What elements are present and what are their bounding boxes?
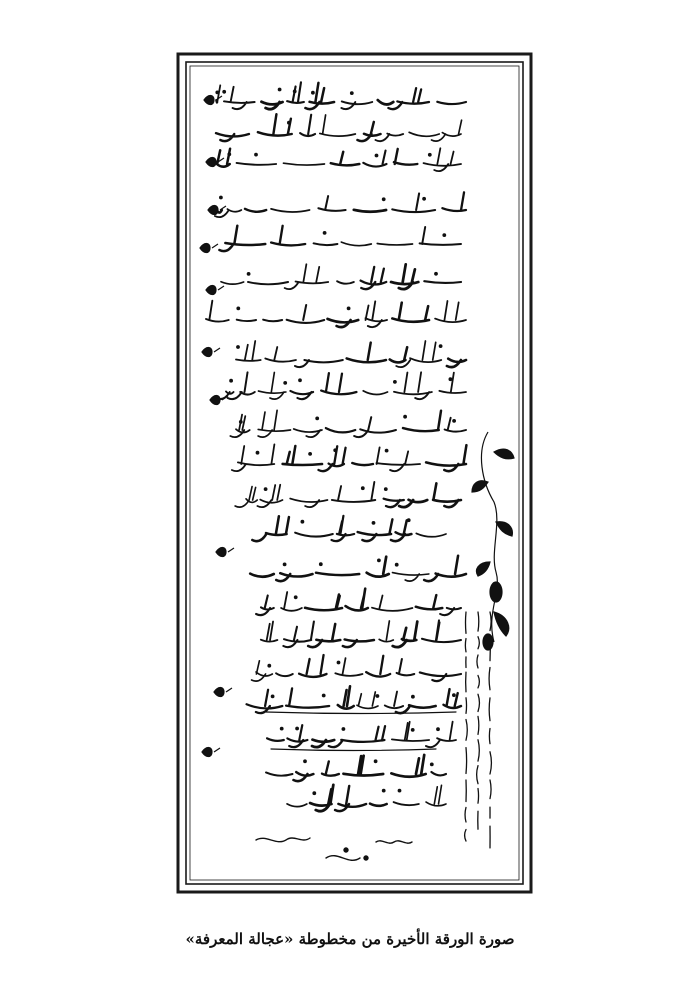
script-dot (350, 92, 353, 95)
script-stroke (426, 785, 446, 806)
margin-stroke (478, 675, 479, 687)
margin-stroke (490, 780, 491, 799)
margin-mark (206, 286, 224, 295)
script-stroke (392, 722, 429, 741)
script-dot (278, 88, 281, 91)
script-dot (271, 695, 274, 698)
script-stroke (283, 622, 313, 648)
script-stroke (409, 132, 439, 136)
margin-mark (200, 244, 218, 253)
script-stroke (363, 151, 386, 167)
script-dot (322, 694, 325, 697)
margin-stroke (478, 716, 479, 734)
script-stroke (230, 415, 249, 438)
script-dot (230, 379, 233, 382)
script-stroke (397, 659, 415, 675)
script-stroke (447, 359, 466, 367)
script-stroke (388, 88, 429, 109)
script-stroke (424, 556, 466, 581)
script-stroke (435, 301, 466, 322)
rule-stroke (266, 712, 456, 714)
script-stroke (310, 785, 333, 811)
script-stroke (237, 163, 277, 165)
script-stroke (235, 487, 257, 508)
script-dot (404, 415, 407, 418)
script-dot (223, 90, 226, 93)
script-dot (304, 760, 307, 763)
script-dot (237, 307, 240, 310)
script-stroke (261, 622, 278, 642)
script-stroke (245, 209, 266, 212)
script-dot (299, 379, 302, 382)
script-stroke (391, 520, 411, 541)
script-dot (255, 153, 258, 156)
margin-stroke (478, 612, 479, 631)
script-stroke (390, 347, 407, 362)
margin-stroke (489, 729, 490, 744)
script-dot (453, 420, 456, 423)
script-stroke (422, 620, 461, 642)
script-dot (398, 789, 401, 792)
margin-stroke (490, 752, 491, 774)
script-dot (376, 695, 379, 698)
margin-stroke (490, 612, 491, 631)
script-stroke (343, 639, 374, 647)
margin-stroke (466, 748, 467, 774)
script-dot (323, 232, 326, 235)
script-stroke (357, 692, 378, 708)
script-stroke (320, 115, 356, 136)
margin-stroke (489, 698, 490, 721)
script-stroke (385, 692, 403, 709)
script-dot (342, 728, 345, 731)
script-stroke (281, 592, 302, 611)
script-stroke (300, 115, 315, 136)
frame-inner-rule (190, 66, 519, 880)
margin-stroke (466, 698, 467, 714)
script-stroke (247, 690, 283, 713)
script-stroke (286, 688, 329, 707)
margin-stroke (465, 830, 466, 842)
script-stroke (322, 761, 339, 775)
script-dot (239, 421, 242, 424)
script-stroke (331, 152, 360, 166)
margin-stroke (478, 788, 479, 803)
margin-stroke (466, 720, 467, 741)
script-dot (384, 488, 387, 491)
script-stroke (433, 483, 461, 507)
script-dot (309, 453, 312, 456)
script-stroke (365, 301, 386, 327)
script-dot (247, 273, 250, 276)
script-dot (435, 272, 438, 275)
script-stroke (248, 282, 288, 284)
script-stroke (287, 804, 307, 807)
margin-ornament-marks (200, 96, 234, 757)
script-stroke (357, 122, 380, 141)
script-stroke (354, 210, 386, 212)
script-stroke (378, 100, 394, 104)
script-stroke (305, 595, 342, 611)
script-dot (382, 789, 385, 792)
script-stroke (393, 622, 418, 648)
script-stroke (276, 673, 293, 676)
script-stroke (228, 372, 255, 399)
margin-mark (202, 748, 220, 757)
script-stroke (261, 102, 282, 109)
script-stroke (287, 305, 325, 323)
script-stroke (258, 114, 292, 135)
script-stroke (237, 320, 256, 321)
script-stroke (416, 595, 443, 609)
rule-stroke (271, 749, 436, 751)
script-stroke (314, 243, 338, 245)
margin-mark (202, 348, 220, 357)
script-stroke (258, 372, 285, 399)
script-dot (395, 563, 398, 566)
script-stroke (341, 101, 372, 109)
script-stroke (403, 411, 441, 431)
script-stroke (276, 573, 312, 581)
script-stroke (420, 227, 461, 245)
script-stroke (443, 689, 461, 708)
script-stroke (346, 589, 368, 611)
script-dot (264, 488, 267, 491)
margin-stroke (477, 655, 478, 668)
script-stroke (266, 772, 293, 775)
script-stroke (271, 226, 305, 246)
script-dot (437, 728, 440, 731)
script-stroke (299, 655, 326, 677)
frame-inner-border (186, 62, 523, 884)
script-stroke (354, 417, 396, 437)
script-stroke (332, 516, 355, 541)
handwritten-text-block (206, 82, 466, 811)
script-dot (293, 90, 296, 93)
script-dot (374, 760, 377, 763)
script-stroke (327, 319, 358, 327)
script-dot (283, 563, 286, 566)
script-dot (268, 664, 271, 667)
script-dot (412, 695, 415, 698)
script-stroke (321, 373, 356, 394)
script-dot (430, 763, 433, 766)
script-stroke (293, 772, 313, 781)
script-stroke (439, 373, 466, 393)
script-stroke (442, 192, 466, 211)
script-dot (407, 519, 410, 522)
script-dot (361, 487, 364, 490)
script-dot (337, 661, 340, 664)
script-stroke (379, 621, 393, 642)
script-stroke (224, 87, 255, 109)
script-dot (256, 451, 259, 454)
script-stroke (366, 656, 390, 677)
script-stroke (332, 482, 375, 502)
script-stroke (221, 282, 244, 284)
script-stroke (394, 372, 432, 399)
script-stroke (318, 196, 345, 211)
script-dot (220, 196, 223, 199)
script-dot (372, 522, 375, 525)
margin-stroke (477, 766, 478, 784)
script-stroke (216, 149, 230, 167)
script-stroke (347, 343, 386, 363)
script-stroke (377, 244, 412, 245)
script-dot (378, 559, 381, 562)
script-stroke (420, 672, 461, 681)
script-stroke (426, 445, 466, 471)
margin-stroke (478, 637, 479, 649)
script-stroke (437, 102, 466, 104)
script-dot (288, 121, 291, 124)
margin-mark (214, 688, 232, 697)
script-dot (301, 520, 304, 523)
margin-stroke (465, 807, 466, 822)
script-stroke (263, 320, 282, 322)
script-stroke (363, 391, 387, 395)
script-stroke (392, 303, 429, 322)
script-dot (382, 198, 385, 201)
script-stroke (326, 428, 355, 432)
script-stroke (426, 722, 456, 747)
script-stroke (338, 686, 354, 708)
script-dot (296, 727, 299, 730)
script-stroke (394, 149, 417, 165)
script-dot (453, 694, 456, 697)
script-stroke (265, 347, 296, 362)
script-stroke (372, 596, 412, 611)
script-stroke (258, 410, 290, 437)
script-dot (284, 382, 287, 385)
figure-caption: صورة الورقة الأخيرة من مخطوطة «عجالة المعرفة» (185, 930, 515, 948)
script-stroke (294, 429, 322, 437)
script-stroke (341, 242, 371, 246)
script-dot (294, 596, 297, 599)
script-stroke (236, 341, 261, 361)
script-stroke (391, 264, 418, 289)
script-stroke (394, 802, 419, 805)
script-stroke (267, 738, 284, 741)
script-stroke (337, 281, 354, 283)
margin-stroke (489, 668, 490, 690)
script-dot (449, 378, 452, 381)
script-stroke (256, 595, 274, 615)
script-dot (411, 729, 414, 732)
script-dot (316, 417, 319, 420)
script-stroke (440, 608, 461, 615)
script-stroke (232, 444, 275, 471)
script-dot (394, 381, 397, 384)
script-stroke (283, 446, 322, 465)
script-stroke (290, 391, 313, 399)
script-stroke (391, 755, 425, 777)
script-stroke (361, 267, 387, 289)
script-dot (423, 197, 426, 200)
script-dot (439, 345, 442, 348)
script-stroke (285, 264, 329, 289)
script-dot (334, 449, 337, 452)
script-dot (443, 234, 446, 237)
script-stroke (370, 804, 387, 806)
script-stroke (216, 133, 249, 141)
script-stroke (424, 148, 461, 171)
script-stroke (352, 463, 373, 465)
margin-mark (204, 96, 222, 105)
script-stroke (335, 786, 366, 811)
script-stroke (424, 281, 461, 283)
script-stroke (295, 533, 333, 537)
script-stroke (329, 726, 385, 747)
script-stroke (396, 341, 441, 367)
script-dot (280, 727, 283, 730)
script-dot (375, 154, 378, 157)
colophon-flourish (256, 838, 412, 860)
script-stroke (318, 446, 345, 471)
script-stroke (432, 120, 462, 141)
margin-mark (216, 548, 234, 557)
script-stroke (343, 756, 383, 776)
script-dot (385, 449, 388, 452)
script-stroke (271, 209, 309, 212)
script-stroke (305, 83, 334, 109)
script-dot (312, 91, 315, 94)
script-stroke (283, 163, 324, 165)
script-dot (228, 153, 231, 156)
manuscript-page-image (176, 52, 533, 894)
script-stroke (431, 772, 446, 775)
script-stroke (252, 516, 289, 541)
script-stroke (250, 574, 274, 577)
margin-stroke (478, 740, 479, 761)
script-stroke (416, 533, 446, 536)
margin-mark (208, 206, 226, 215)
script-dot (319, 563, 322, 566)
script-stroke (316, 573, 359, 575)
margin-stroke (465, 639, 466, 652)
script-stroke (257, 485, 282, 507)
margin-stroke (478, 694, 479, 711)
script-stroke (335, 658, 362, 676)
script-stroke (376, 447, 420, 471)
script-stroke (290, 499, 327, 508)
script-dot (216, 91, 219, 94)
script-dot (428, 153, 431, 156)
script-stroke (295, 360, 343, 367)
script-dot (237, 346, 240, 349)
script-dot (313, 792, 316, 795)
script-stroke (219, 226, 265, 251)
script-stroke (392, 193, 435, 212)
script-dot (347, 307, 350, 310)
script-stroke (206, 301, 229, 322)
